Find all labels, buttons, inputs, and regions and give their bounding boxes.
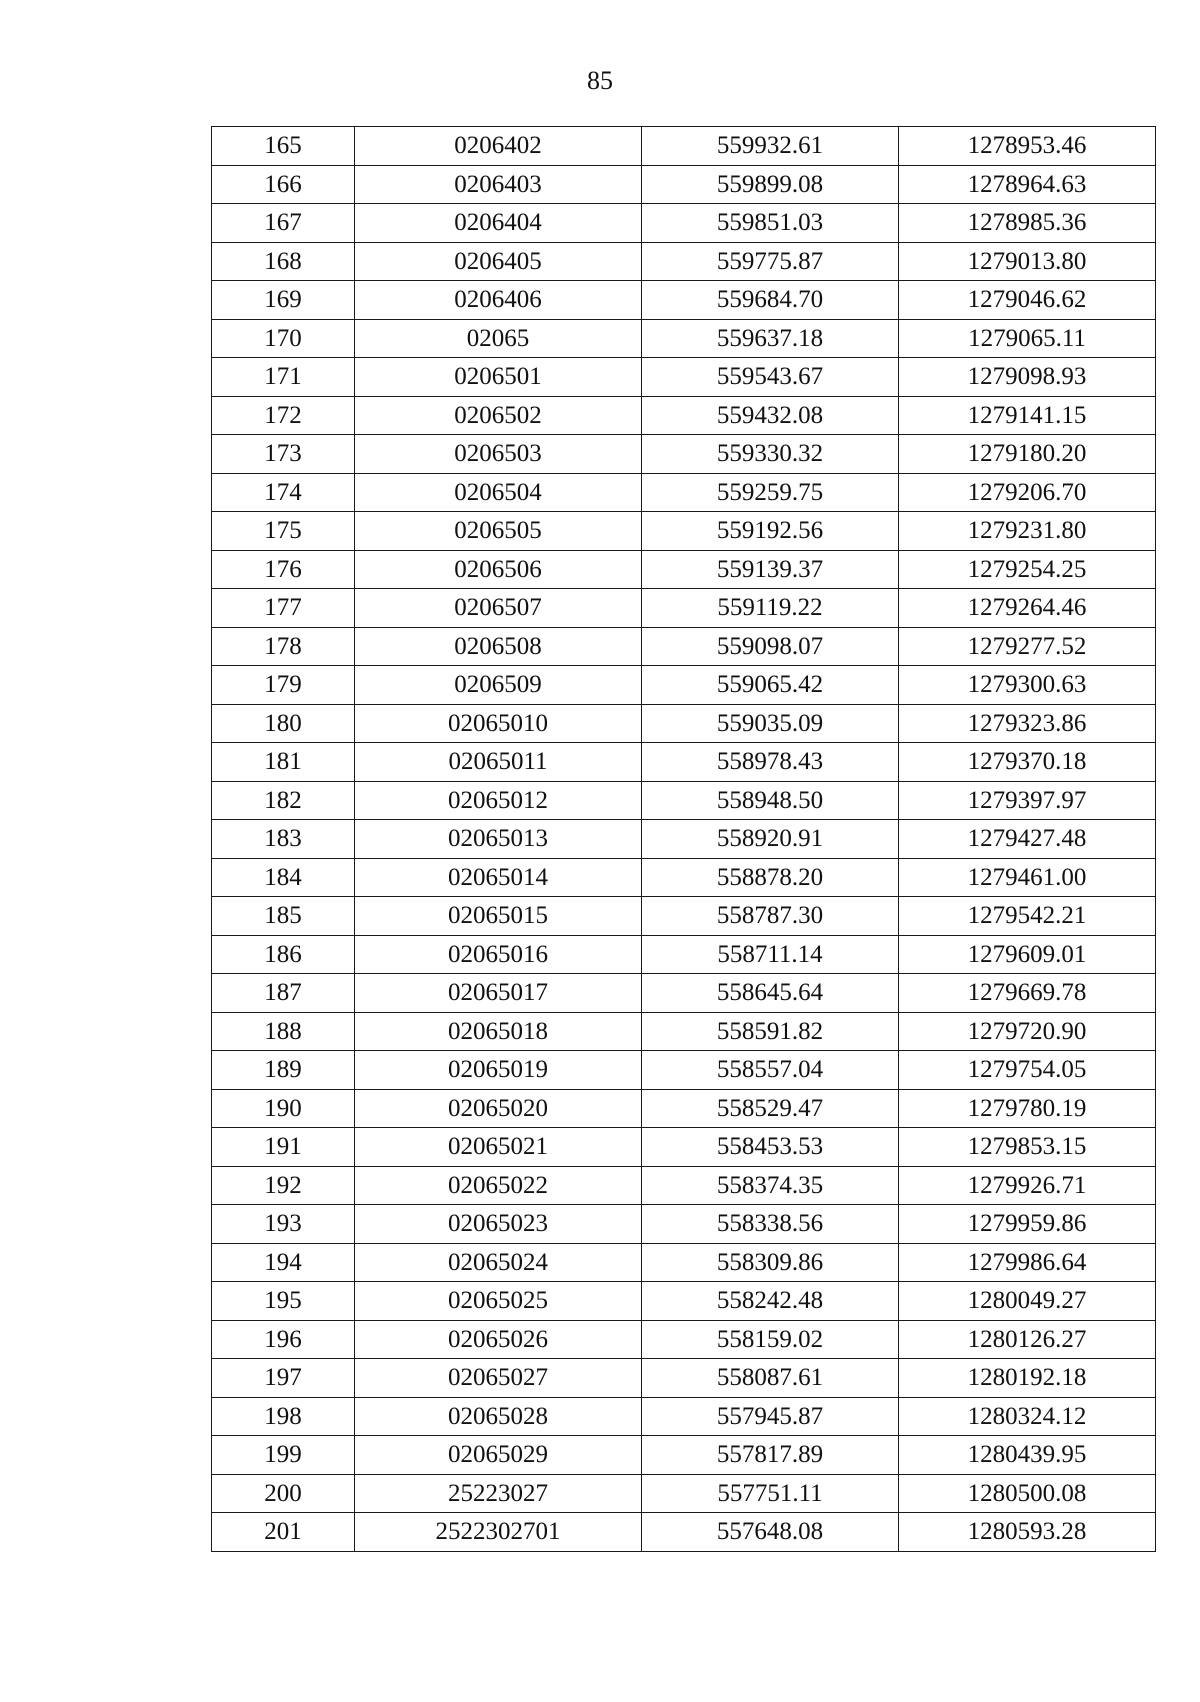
point-id-cell: 25223027 (355, 1474, 642, 1513)
row-number-cell: 194 (212, 1243, 355, 1282)
y-coordinate-cell: 1279141.15 (899, 396, 1156, 435)
x-coordinate-cell: 559259.75 (642, 473, 899, 512)
x-coordinate-cell: 559775.87 (642, 242, 899, 281)
row-number-cell: 177 (212, 589, 355, 628)
row-number-cell: 174 (212, 473, 355, 512)
x-coordinate-cell: 557648.08 (642, 1513, 899, 1552)
page-number: 85 (587, 66, 613, 95)
table-row (212, 1474, 1156, 1513)
y-coordinate-cell: 1280192.18 (899, 1359, 1156, 1398)
table-row (212, 1128, 1156, 1167)
table-row (212, 165, 1156, 204)
table-row (212, 1513, 1156, 1552)
y-coordinate-cell: 1278964.63 (899, 165, 1156, 204)
x-coordinate-cell: 559035.09 (642, 704, 899, 743)
y-coordinate-cell: 1280324.12 (899, 1397, 1156, 1436)
table-row (212, 127, 1156, 166)
x-coordinate-cell: 559932.61 (642, 127, 899, 166)
table-row (212, 1012, 1156, 1051)
point-id-cell: 0206501 (355, 358, 642, 397)
point-id-cell: 0206507 (355, 589, 642, 628)
point-id-cell: 02065026 (355, 1320, 642, 1359)
table-row (212, 1359, 1156, 1398)
table-row (212, 820, 1156, 859)
y-coordinate-cell: 1278953.46 (899, 127, 1156, 166)
y-coordinate-cell: 1279754.05 (899, 1051, 1156, 1090)
y-coordinate-cell: 1279098.93 (899, 358, 1156, 397)
point-id-cell: 02065027 (355, 1359, 642, 1398)
x-coordinate-cell: 559330.32 (642, 435, 899, 474)
y-coordinate-cell: 1279926.71 (899, 1166, 1156, 1205)
point-id-cell: 02065029 (355, 1436, 642, 1475)
table-row (212, 550, 1156, 589)
table-row (212, 627, 1156, 666)
point-id-cell: 0206405 (355, 242, 642, 281)
y-coordinate-cell: 1279180.20 (899, 435, 1156, 474)
row-number-cell: 199 (212, 1436, 355, 1475)
row-number-cell: 166 (212, 165, 355, 204)
point-id-cell: 02065012 (355, 781, 642, 820)
point-id-cell: 0206505 (355, 512, 642, 551)
row-number-cell: 184 (212, 858, 355, 897)
x-coordinate-cell: 559065.42 (642, 666, 899, 705)
row-number-cell: 200 (212, 1474, 355, 1513)
point-id-cell: 02065015 (355, 897, 642, 936)
table-row (212, 935, 1156, 974)
point-id-cell: 0206502 (355, 396, 642, 435)
x-coordinate-cell: 559851.03 (642, 204, 899, 243)
x-coordinate-cell: 558645.64 (642, 974, 899, 1013)
x-coordinate-cell: 559543.67 (642, 358, 899, 397)
y-coordinate-cell: 1279013.80 (899, 242, 1156, 281)
point-id-cell: 0206403 (355, 165, 642, 204)
y-coordinate-cell: 1279780.19 (899, 1089, 1156, 1128)
table-row (212, 512, 1156, 551)
y-coordinate-cell: 1279065.11 (899, 319, 1156, 358)
x-coordinate-cell: 558920.91 (642, 820, 899, 859)
point-id-cell: 02065025 (355, 1282, 642, 1321)
x-coordinate-cell: 559192.56 (642, 512, 899, 551)
point-id-cell: 02065022 (355, 1166, 642, 1205)
table-row (212, 1051, 1156, 1090)
row-number-cell: 191 (212, 1128, 355, 1167)
row-number-cell: 178 (212, 627, 355, 666)
table-row (212, 1089, 1156, 1128)
table-row (212, 704, 1156, 743)
row-number-cell: 181 (212, 743, 355, 782)
x-coordinate-cell: 559119.22 (642, 589, 899, 628)
point-id-cell: 02065010 (355, 704, 642, 743)
table-row (212, 358, 1156, 397)
row-number-cell: 170 (212, 319, 355, 358)
x-coordinate-cell: 558787.30 (642, 897, 899, 936)
row-number-cell: 187 (212, 974, 355, 1013)
x-coordinate-cell: 557817.89 (642, 1436, 899, 1475)
row-number-cell: 185 (212, 897, 355, 936)
x-coordinate-cell: 558242.48 (642, 1282, 899, 1321)
table-row (212, 281, 1156, 320)
table-row (212, 204, 1156, 243)
y-coordinate-cell: 1279370.18 (899, 743, 1156, 782)
row-number-cell: 176 (212, 550, 355, 589)
row-number-cell: 197 (212, 1359, 355, 1398)
point-id-cell: 0206406 (355, 281, 642, 320)
row-number-cell: 188 (212, 1012, 355, 1051)
row-number-cell: 190 (212, 1089, 355, 1128)
row-number-cell: 165 (212, 127, 355, 166)
x-coordinate-cell: 558711.14 (642, 935, 899, 974)
row-number-cell: 201 (212, 1513, 355, 1552)
y-coordinate-cell: 1280439.95 (899, 1436, 1156, 1475)
table-row (212, 473, 1156, 512)
row-number-cell: 175 (212, 512, 355, 551)
table-row (212, 666, 1156, 705)
point-id-cell: 02065021 (355, 1128, 642, 1167)
y-coordinate-cell: 1279720.90 (899, 1012, 1156, 1051)
x-coordinate-cell: 559098.07 (642, 627, 899, 666)
y-coordinate-cell: 1279427.48 (899, 820, 1156, 859)
point-id-cell: 02065024 (355, 1243, 642, 1282)
table-row (212, 1282, 1156, 1321)
x-coordinate-cell: 558453.53 (642, 1128, 899, 1167)
table-row (212, 743, 1156, 782)
point-id-cell: 02065020 (355, 1089, 642, 1128)
y-coordinate-cell: 1279323.86 (899, 704, 1156, 743)
y-coordinate-cell: 1280049.27 (899, 1282, 1156, 1321)
y-coordinate-cell: 1279046.62 (899, 281, 1156, 320)
table-row (212, 858, 1156, 897)
table-row (212, 1436, 1156, 1475)
table-row (212, 435, 1156, 474)
y-coordinate-cell: 1280126.27 (899, 1320, 1156, 1359)
x-coordinate-cell: 558978.43 (642, 743, 899, 782)
x-coordinate-cell: 559139.37 (642, 550, 899, 589)
coordinates-table-body (212, 127, 1156, 1552)
row-number-cell: 168 (212, 242, 355, 281)
x-coordinate-cell: 557945.87 (642, 1397, 899, 1436)
point-id-cell: 02065 (355, 319, 642, 358)
coordinates-table (211, 126, 1156, 1552)
table-row (212, 897, 1156, 936)
x-coordinate-cell: 559684.70 (642, 281, 899, 320)
y-coordinate-cell: 1279853.15 (899, 1128, 1156, 1167)
point-id-cell: 0206506 (355, 550, 642, 589)
point-id-cell: 02065017 (355, 974, 642, 1013)
y-coordinate-cell: 1279300.63 (899, 666, 1156, 705)
x-coordinate-cell: 559899.08 (642, 165, 899, 204)
table-row (212, 1166, 1156, 1205)
table-row (212, 1205, 1156, 1244)
y-coordinate-cell: 1279231.80 (899, 512, 1156, 551)
point-id-cell: 02065014 (355, 858, 642, 897)
row-number-cell: 169 (212, 281, 355, 320)
table-row (212, 319, 1156, 358)
row-number-cell: 189 (212, 1051, 355, 1090)
y-coordinate-cell: 1279206.70 (899, 473, 1156, 512)
row-number-cell: 192 (212, 1166, 355, 1205)
x-coordinate-cell: 558557.04 (642, 1051, 899, 1090)
table-row (212, 781, 1156, 820)
y-coordinate-cell: 1279959.86 (899, 1205, 1156, 1244)
point-id-cell: 2522302701 (355, 1513, 642, 1552)
point-id-cell: 0206508 (355, 627, 642, 666)
point-id-cell: 0206509 (355, 666, 642, 705)
row-number-cell: 180 (212, 704, 355, 743)
x-coordinate-cell: 558087.61 (642, 1359, 899, 1398)
y-coordinate-cell: 1279609.01 (899, 935, 1156, 974)
row-number-cell: 198 (212, 1397, 355, 1436)
y-coordinate-cell: 1279461.00 (899, 858, 1156, 897)
row-number-cell: 193 (212, 1205, 355, 1244)
x-coordinate-cell: 558374.35 (642, 1166, 899, 1205)
point-id-cell: 0206402 (355, 127, 642, 166)
y-coordinate-cell: 1278985.36 (899, 204, 1156, 243)
row-number-cell: 186 (212, 935, 355, 974)
y-coordinate-cell: 1280593.28 (899, 1513, 1156, 1552)
table-row (212, 589, 1156, 628)
row-number-cell: 183 (212, 820, 355, 859)
point-id-cell: 02065016 (355, 935, 642, 974)
y-coordinate-cell: 1279986.64 (899, 1243, 1156, 1282)
table-row (212, 1320, 1156, 1359)
point-id-cell: 02065019 (355, 1051, 642, 1090)
point-id-cell: 02065013 (355, 820, 642, 859)
x-coordinate-cell: 558309.86 (642, 1243, 899, 1282)
point-id-cell: 02065028 (355, 1397, 642, 1436)
y-coordinate-cell: 1279542.21 (899, 897, 1156, 936)
point-id-cell: 0206404 (355, 204, 642, 243)
y-coordinate-cell: 1279397.97 (899, 781, 1156, 820)
point-id-cell: 02065018 (355, 1012, 642, 1051)
x-coordinate-cell: 559637.18 (642, 319, 899, 358)
table-row (212, 242, 1156, 281)
y-coordinate-cell: 1279277.52 (899, 627, 1156, 666)
row-number-cell: 167 (212, 204, 355, 243)
point-id-cell: 0206503 (355, 435, 642, 474)
row-number-cell: 182 (212, 781, 355, 820)
x-coordinate-cell: 558591.82 (642, 1012, 899, 1051)
x-coordinate-cell: 558948.50 (642, 781, 899, 820)
y-coordinate-cell: 1279264.46 (899, 589, 1156, 628)
y-coordinate-cell: 1279254.25 (899, 550, 1156, 589)
x-coordinate-cell: 558159.02 (642, 1320, 899, 1359)
x-coordinate-cell: 559432.08 (642, 396, 899, 435)
point-id-cell: 0206504 (355, 473, 642, 512)
x-coordinate-cell: 558878.20 (642, 858, 899, 897)
y-coordinate-cell: 1279669.78 (899, 974, 1156, 1013)
point-id-cell: 02065023 (355, 1205, 642, 1244)
x-coordinate-cell: 557751.11 (642, 1474, 899, 1513)
row-number-cell: 172 (212, 396, 355, 435)
row-number-cell: 179 (212, 666, 355, 705)
x-coordinate-cell: 558529.47 (642, 1089, 899, 1128)
y-coordinate-cell: 1280500.08 (899, 1474, 1156, 1513)
row-number-cell: 171 (212, 358, 355, 397)
table-row (212, 1243, 1156, 1282)
row-number-cell: 195 (212, 1282, 355, 1321)
x-coordinate-cell: 558338.56 (642, 1205, 899, 1244)
point-id-cell: 02065011 (355, 743, 642, 782)
row-number-cell: 173 (212, 435, 355, 474)
table-row (212, 1397, 1156, 1436)
table-row (212, 396, 1156, 435)
table-row (212, 974, 1156, 1013)
row-number-cell: 196 (212, 1320, 355, 1359)
